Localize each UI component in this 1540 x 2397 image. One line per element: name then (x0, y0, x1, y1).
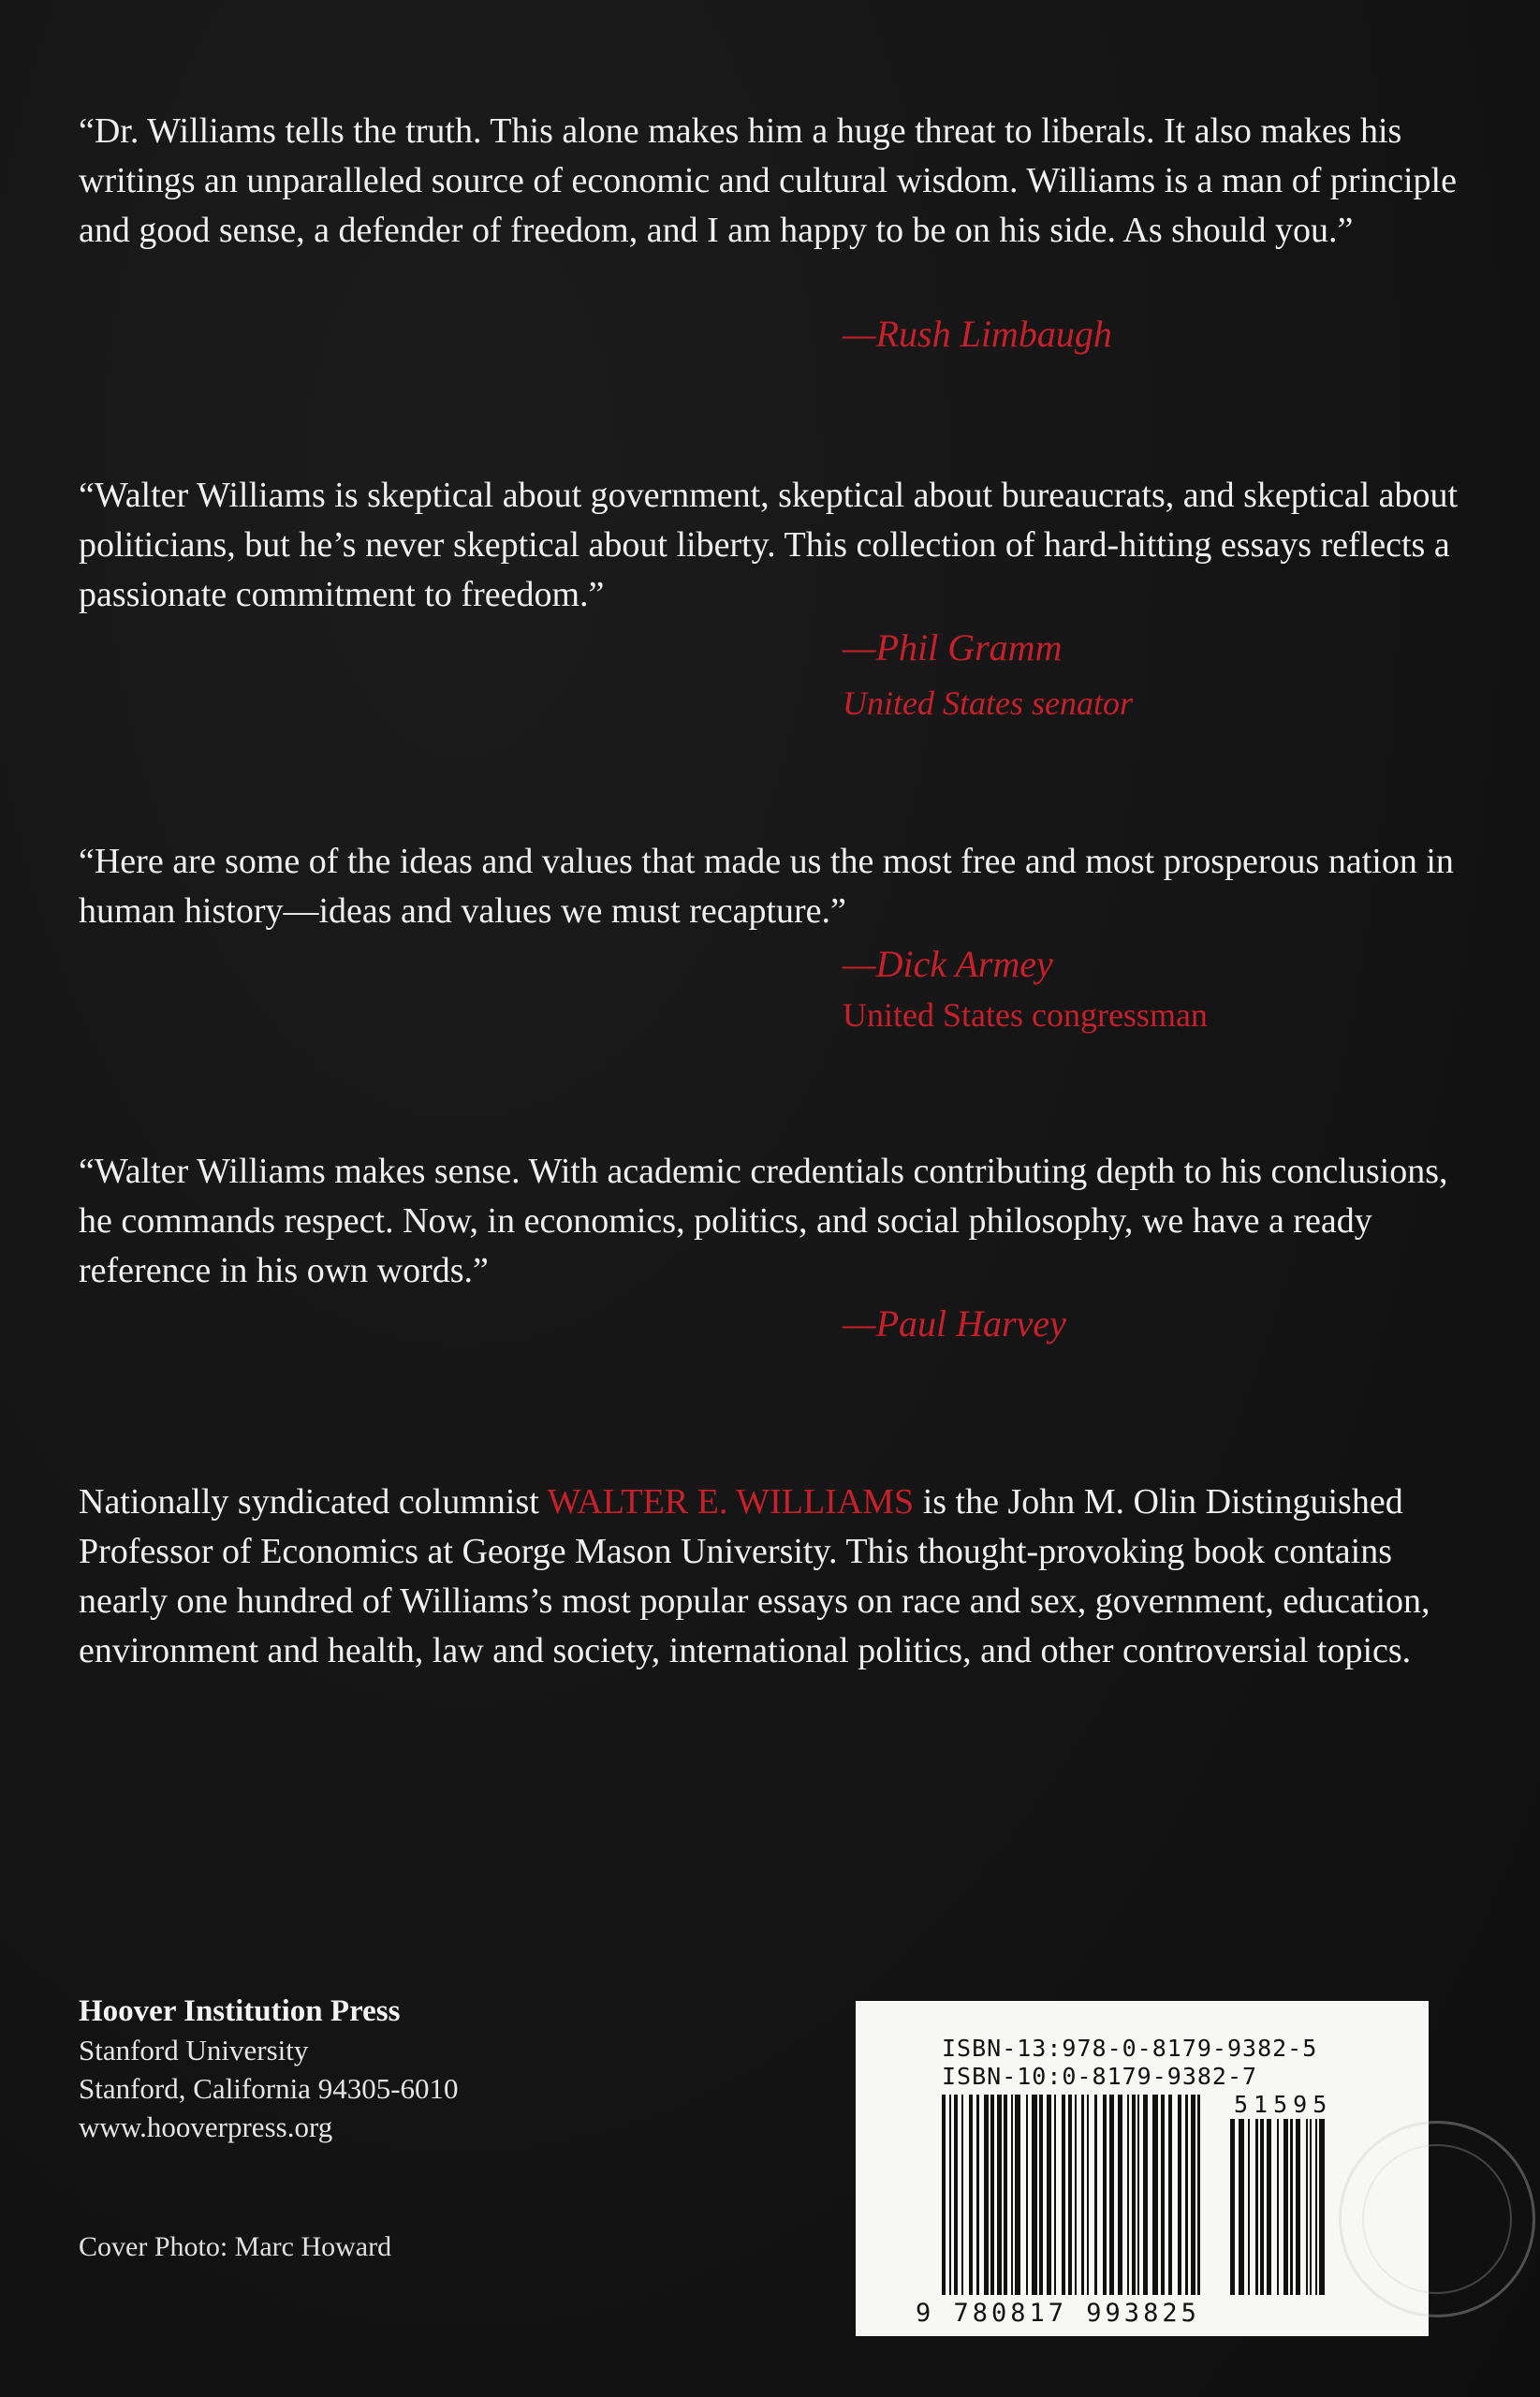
quote-text: “Walter Williams makes sense. With academic credentials contributing depth to his conclusions, he commands respect. Now, in economics, politics, and social philosophy, we have a ready reference in his own words.” (79, 1152, 1448, 1290)
ean-digits: 9 780817 993825 (916, 2299, 1200, 2328)
barcode-bar (1267, 2119, 1271, 2295)
barcode-bars (856, 2001, 1429, 2336)
quote-author-title: United States congressman (843, 996, 1208, 1034)
barcode-bar (976, 2095, 979, 2295)
quote-author: —Dick Armey (843, 943, 1053, 985)
barcode-bar (1152, 2095, 1158, 2295)
quote-limbaugh (79, 107, 1464, 256)
price-code: 51595 (1234, 2091, 1333, 2118)
barcode-bar (1039, 2095, 1043, 2295)
quote-armey (79, 837, 1464, 936)
cover-photo-credit: Cover Photo: Marc Howard (79, 2231, 392, 2262)
barcode-bar (1283, 2119, 1288, 2295)
barcode-bar (984, 2095, 989, 2295)
barcode-bar (1296, 2119, 1300, 2295)
quote-text: “Here are some of the ideas and values that made us the most free and most prosperous nation in human history—ideas and values we must recapture.” (79, 842, 1454, 931)
barcode-bar (1137, 2095, 1139, 2295)
quote-author: —Phil Gramm (843, 626, 1063, 669)
barcode-bar (1178, 2095, 1181, 2295)
publisher-info (79, 1993, 734, 2146)
quote-author: —Paul Harvey (843, 1302, 1066, 1345)
publisher-line-1: Stanford University (79, 2034, 309, 2066)
barcode-bar (1004, 2095, 1007, 2295)
barcode-bar (1075, 2095, 1077, 2295)
quote-author: —Rush Limbaugh (843, 313, 1112, 355)
barcode-bar (1248, 2119, 1250, 2295)
barcode-bar (1094, 2095, 1097, 2295)
barcode-bar (990, 2095, 994, 2295)
publisher-line-2: Stanford, California 94305-6010 (79, 2072, 459, 2105)
barcode-bar (1191, 2095, 1195, 2295)
barcode-bar (1255, 2119, 1258, 2295)
quote-text: “Dr. Williams tells the truth. This alone makes him a huge threat to liberals. It also makes his writings an unparalleled source of economic and cultural wisdom. Williams is a man of principle and good sense, a defender of freedom, and I am happy to be on his side. As should you.” (79, 111, 1457, 250)
barcode-bar (1306, 2119, 1308, 2295)
author-bio (79, 1478, 1464, 1676)
barcode-bar (1277, 2119, 1279, 2295)
barcode-bar (1127, 2095, 1129, 2295)
barcode-bar (1315, 2119, 1317, 2295)
barcode-bar (1062, 2095, 1065, 2295)
barcode-bar (969, 2095, 973, 2295)
barcode-bar (1230, 2119, 1235, 2295)
barcode-bar (997, 2095, 1002, 2295)
publisher-name: Hoover Institution Press (79, 1994, 401, 2028)
barcode-bar (1260, 2119, 1264, 2295)
barcode-bar (949, 2095, 951, 2295)
author-name: WALTER E. WILLIAMS (547, 1482, 915, 1522)
barcode-bar (1185, 2095, 1188, 2295)
library-seal-stamp (1339, 2121, 1535, 2317)
barcode-bar (1087, 2095, 1089, 2295)
quote-harvey (79, 1147, 1464, 1296)
quote-text: “Walter Williams is skeptical about government, skeptical about bureaucrats, and skeptical about politicians, but he’s never skeptical about liberty. This collection of hard-hitting essays reflects a passionate commitment to freedom.” (79, 476, 1459, 614)
quote-author-title: United States senator (843, 684, 1133, 722)
seal-inner-ring (1362, 2144, 1512, 2294)
barcode-bar (1026, 2095, 1028, 2295)
barcode-bar (1103, 2095, 1107, 2295)
barcode-bar (1068, 2095, 1072, 2295)
barcode-bar (1143, 2095, 1148, 2295)
barcode-bar (1109, 2095, 1114, 2295)
barcode-bar (1132, 2095, 1136, 2295)
barcode-bar (1310, 2119, 1312, 2295)
publisher-url: www.hooverpress.org (79, 2110, 333, 2143)
barcode-bar (1197, 2095, 1200, 2295)
barcode-bar (1054, 2095, 1056, 2295)
barcode-bar (1015, 2095, 1020, 2295)
barcode-bar (1239, 2119, 1244, 2295)
barcode-bar (1290, 2119, 1293, 2295)
quote-gramm (79, 471, 1464, 620)
barcode-bar (1319, 2119, 1325, 2295)
isbn-barcode (856, 2001, 1429, 2336)
barcode-bar (1118, 2095, 1122, 2295)
barcode-bar (1032, 2095, 1037, 2295)
barcode-bar (1047, 2095, 1051, 2295)
bio-lead: Nationally syndicated columnist (79, 1482, 548, 1522)
barcode-bar (1161, 2095, 1165, 2295)
barcode-bar (954, 2095, 958, 2295)
isbn-13: ISBN-13:978-0-8179-9382-5 (942, 2035, 1318, 2062)
barcode-bar (1168, 2095, 1172, 2295)
barcode-bar (961, 2095, 963, 2295)
barcode-bar (1081, 2095, 1084, 2295)
bio-rest: is the John M. Olin Distinguished Professor of Economics at George Mason University. This thought-provoking book contains nearly one hundred of Williams’s most popular essays on race and sex, government, education, environment and health, law and society, international politics, and other controversial topics. (79, 1482, 1430, 1670)
barcode-bar (1011, 2095, 1013, 2295)
isbn-10: ISBN-10:0-8179-9382-7 (942, 2063, 1258, 2090)
barcode-bar (942, 2095, 946, 2295)
